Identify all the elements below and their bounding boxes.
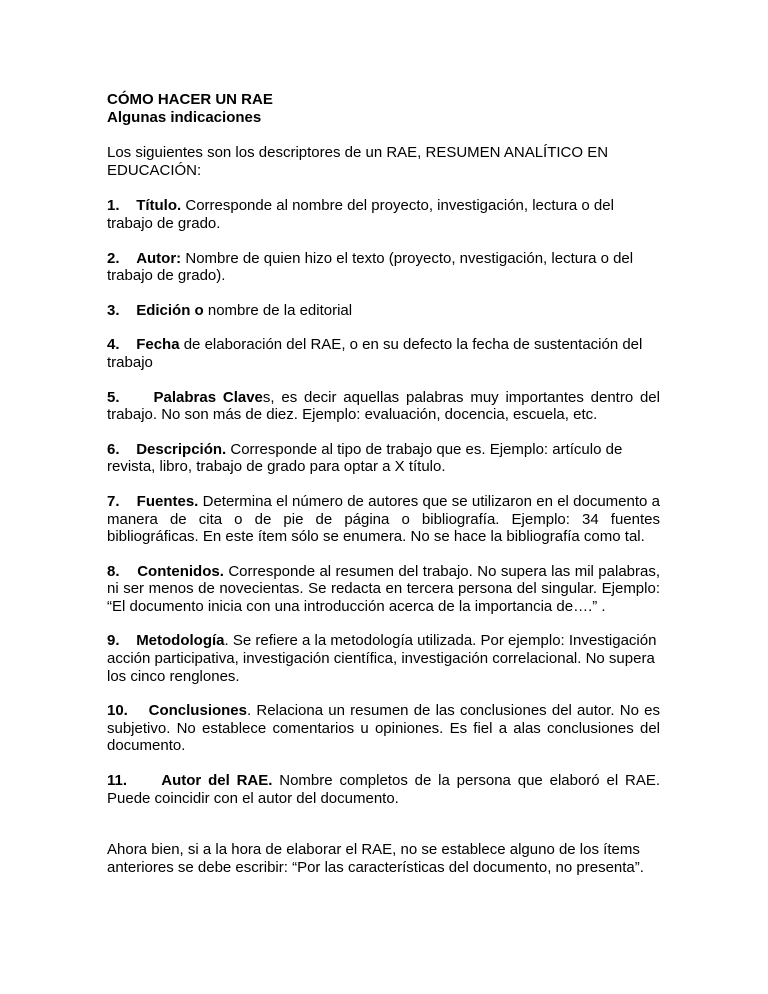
item-text: nombre de la editorial [203,301,353,319]
item-number: 7. [107,492,120,510]
item-label: Fecha [136,336,180,354]
item-number: 8. [107,562,120,580]
item-number: 6. [107,440,120,458]
item-label: Palabras Clave [153,388,263,406]
item-number: 9. [107,632,120,650]
item-text: Determina el número de autores que se utilizaron en el documento a manera de cita o de pie de página o bibliografía. Ejemplo: 34 fuentes bibliográficas. En este ítem sólo se enumera. No se hace la bibliografía como tal. [107,492,660,546]
item-8 [107,563,660,616]
item-number: 1. [107,197,120,215]
item-text: s, es decir aquellas palabras muy importantes dentro del trabajo. No son más de diez. Ejemplo: evaluación, docencia, escuela, etc. [107,388,660,424]
item-2 [107,250,660,285]
item-text: Corresponde al tipo de trabajo que es. Ejemplo: artículo de revista, libro, trabajo de grado para optar a X título. [107,440,623,476]
item-number: 2. [107,249,120,267]
item-text: Nombre de quien hizo el texto (proyecto, nvestigación, lectura o del trabajo de grado). [107,249,634,285]
item-label: Autor: [136,249,182,267]
title-block [107,91,660,126]
document-body [107,91,660,893]
item-text: . Relaciona un resumen de las conclusiones del autor. No es subjetivo. No establece comentarios u opiniones. Es fiel a alas conclusiones del documento. [107,702,660,755]
item-label: Título. [136,197,182,215]
item-3 [107,302,660,320]
intro-paragraph: Los siguientes son los descriptores de un RAE, RESUMEN ANALÍTICO EN EDUCACIÓN: [107,144,609,179]
item-text: Corresponde al nombre del proyecto, investigación, lectura o del trabajo de grado. [107,197,614,232]
item-label: Fuentes. [136,492,199,510]
item-label: Conclusiones [148,702,247,720]
item-7 [107,493,660,546]
item-4 [107,336,660,371]
item-number: 3. [107,301,120,319]
item-text: Nombre completos de la persona que elaboró el RAE. Puede coincidir con el autor del documento. [107,772,660,807]
closing-paragraph: Ahora bien, si a la hora de elaborar el RAE, no se establece alguno de los ítems anteriores se debe escribir: “Por las características del documento, no presenta”. [107,841,644,876]
item-label: Metodología [136,632,225,650]
item-label: Contenidos. [137,562,224,580]
item-number: 10. [107,702,128,720]
item-text: . Se refiere a la metodología utilizada. Por ejemplo: Investigación acción participativa, investigación científica, investigación correlacional. No supera los cinco renglones. [107,632,657,685]
item-number: 4. [107,336,120,354]
item-number: 11. [107,772,128,790]
document-title: CÓMO HACER UN RAE [107,91,273,108]
item-5 [107,389,660,424]
item-label: Descripción. [136,440,227,458]
item-11 [107,772,660,807]
item-10 [107,702,660,755]
item-label: Autor del RAE. [161,772,273,790]
item-text: Corresponde al resumen del trabajo. No supera las mil palabras, ni ser menos de novecientas. Se redacta en tercera persona del singular. Ejemplo: “El documento inicia con una introducción acerca de la importancia de….” . [107,562,661,615]
item-text: de elaboración del RAE, o en su defecto la fecha de sustentación del trabajo [107,336,643,371]
item-label: Edición o [136,301,204,319]
item-6 [107,441,660,476]
item-1 [107,197,660,232]
document-subtitle: Algunas indicaciones [107,108,262,126]
item-number: 5. [107,388,120,406]
item-9 [107,632,660,685]
